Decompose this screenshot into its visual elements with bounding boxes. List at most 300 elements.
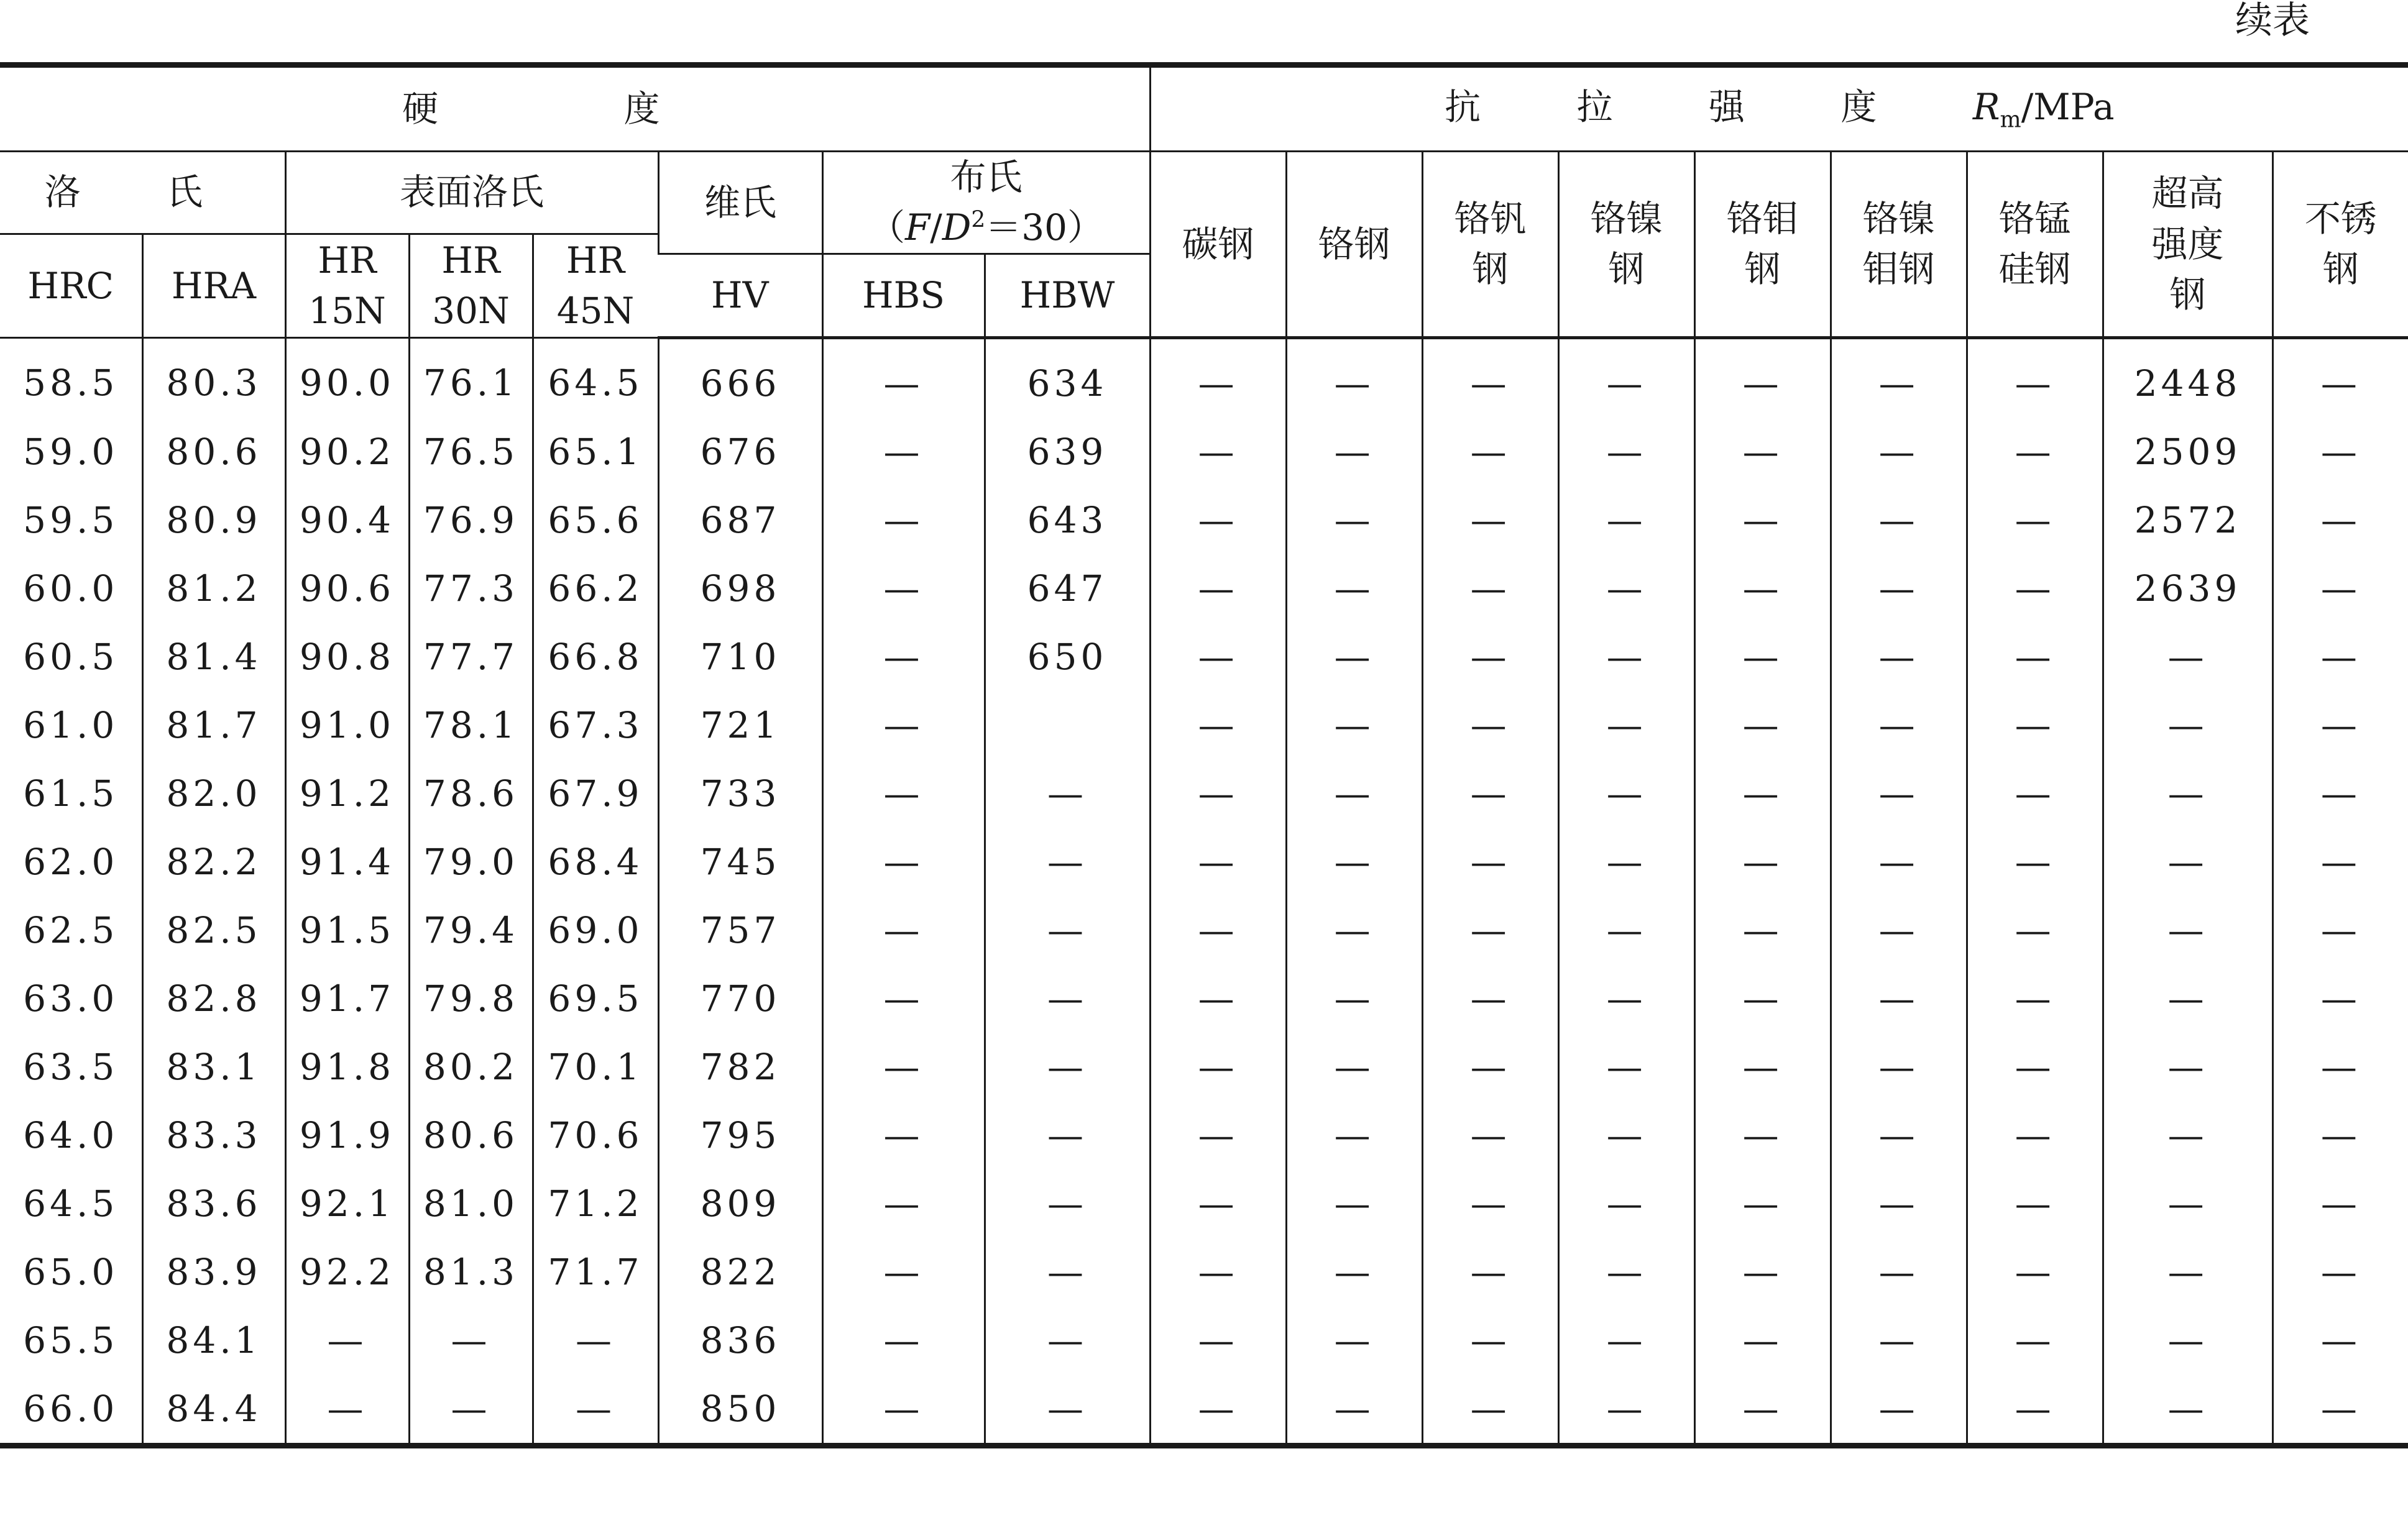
table-cell: 62.5 <box>0 896 142 964</box>
table-cell: 809 <box>658 1169 822 1238</box>
table-cell: — <box>1286 691 1422 759</box>
table-cell: — <box>985 1375 1150 1446</box>
table-cell: — <box>1286 1238 1422 1306</box>
table-row <box>0 486 2408 554</box>
table-cell: 65.0 <box>0 1238 142 1306</box>
table-cell: 78.1 <box>409 691 533 759</box>
table-cell: 2639 <box>2103 554 2272 623</box>
table-cell: — <box>985 1238 1150 1306</box>
table-cell: — <box>1286 554 1422 623</box>
table-cell: 77.7 <box>409 623 533 691</box>
table-cell: — <box>2272 691 2408 759</box>
table-cell: 81.7 <box>142 691 285 759</box>
table-cell: — <box>1694 418 1831 486</box>
hr45n-header: HR 45N <box>533 234 658 338</box>
table-cell: — <box>1558 828 1694 896</box>
table-cell: 721 <box>658 691 822 759</box>
steel-header-cr-ni: 铬镍 钢 <box>1558 152 1694 338</box>
table-cell: — <box>1831 418 1967 486</box>
table-cell: 639 <box>985 418 1150 486</box>
table-cell: 71.7 <box>533 1238 658 1306</box>
table-cell: 68.4 <box>533 828 658 896</box>
table-cell: — <box>1150 1169 1286 1238</box>
hra-header: HRA <box>142 234 285 338</box>
table-cell: 64.5 <box>0 1169 142 1238</box>
continued-label: 续表 <box>2235 0 2310 42</box>
table-cell: 66.8 <box>533 623 658 691</box>
table-cell: — <box>1558 1101 1694 1169</box>
table-cell: 66.0 <box>0 1375 142 1446</box>
table-cell: — <box>1831 1033 1967 1101</box>
hardness-group-header: 硬 度 <box>0 65 1150 152</box>
table-row <box>0 828 2408 896</box>
table-cell: — <box>1558 623 1694 691</box>
table-cell: — <box>1831 1169 1967 1238</box>
table-row <box>0 896 2408 964</box>
table-cell: 91.7 <box>285 964 409 1033</box>
steel-header-cr-ni-mo: 铬镍 钼钢 <box>1831 152 1967 338</box>
table-cell: — <box>2272 418 2408 486</box>
table-cell: 2572 <box>2103 486 2272 554</box>
steel-header-cr-mn-si: 铬锰 硅钢 <box>1967 152 2103 338</box>
table-cell: — <box>1558 418 1694 486</box>
hr30n-header: HR 30N <box>409 234 533 338</box>
table-cell: 634 <box>985 338 1150 418</box>
table-cell: 83.1 <box>142 1033 285 1101</box>
table-cell: — <box>1694 1033 1831 1101</box>
table-cell <box>985 691 1150 759</box>
table-cell: 836 <box>658 1306 822 1375</box>
table-cell: — <box>1286 828 1422 896</box>
table-cell: 687 <box>658 486 822 554</box>
table-cell: — <box>1150 896 1286 964</box>
hbs-header: HBS <box>822 254 985 338</box>
table-cell: — <box>1558 759 1694 828</box>
table-cell: — <box>2103 964 2272 1033</box>
table-cell: 91.5 <box>285 896 409 964</box>
table-cell: 67.3 <box>533 691 658 759</box>
table-cell: 60.0 <box>0 554 142 623</box>
table-cell: — <box>1831 338 1967 418</box>
steel-header-carbon: 碳钢 <box>1150 152 1286 338</box>
table-cell: — <box>1558 1306 1694 1375</box>
steel-header-chromium: 铬钢 <box>1286 152 1422 338</box>
table-row <box>0 1033 2408 1101</box>
table-cell: — <box>2272 1306 2408 1375</box>
steel-header-stainless: 不锈 钢 <box>2272 152 2408 338</box>
table-cell: — <box>822 418 985 486</box>
table-cell: 91.9 <box>285 1101 409 1169</box>
table-cell: 90.8 <box>285 623 409 691</box>
table-cell: — <box>1150 964 1286 1033</box>
table-cell: 65.5 <box>0 1306 142 1375</box>
table-cell: — <box>409 1306 533 1375</box>
table-cell: — <box>1831 759 1967 828</box>
table-cell: — <box>985 1306 1150 1375</box>
table-cell: — <box>985 759 1150 828</box>
table-cell: 81.3 <box>409 1238 533 1306</box>
table-cell: — <box>409 1375 533 1446</box>
table-row <box>0 1169 2408 1238</box>
table-cell: 83.9 <box>142 1238 285 1306</box>
table-cell: 733 <box>658 759 822 828</box>
table-cell: 91.2 <box>285 759 409 828</box>
table-cell: 58.5 <box>0 338 142 418</box>
table-cell: — <box>1831 1101 1967 1169</box>
table-cell: — <box>2272 896 2408 964</box>
table-cell: 79.4 <box>409 896 533 964</box>
table-cell: — <box>2272 1375 2408 1446</box>
table-cell: — <box>1831 623 1967 691</box>
table-cell: — <box>1831 554 1967 623</box>
table-cell: — <box>1286 418 1422 486</box>
table-cell: — <box>1558 691 1694 759</box>
table-cell: 63.5 <box>0 1033 142 1101</box>
table-cell: 59.5 <box>0 486 142 554</box>
table-row <box>0 338 2408 418</box>
table-cell: — <box>822 1033 985 1101</box>
table-cell: 81.4 <box>142 623 285 691</box>
table-cell: — <box>1150 1375 1286 1446</box>
table-cell: 79.0 <box>409 828 533 896</box>
table-cell: — <box>1286 896 1422 964</box>
table-cell: — <box>1150 691 1286 759</box>
table-cell: — <box>1694 1375 1831 1446</box>
table-cell: — <box>1831 1238 1967 1306</box>
table-cell: — <box>533 1306 658 1375</box>
table-row <box>0 1375 2408 1446</box>
table-cell: 69.5 <box>533 964 658 1033</box>
table-cell: — <box>1558 486 1694 554</box>
table-cell: — <box>1967 1375 2103 1446</box>
table-cell: — <box>1694 1238 1831 1306</box>
table-cell: — <box>1422 828 1558 896</box>
table-cell: — <box>1558 1375 1694 1446</box>
table-cell: 92.1 <box>285 1169 409 1238</box>
table-cell: 82.5 <box>142 896 285 964</box>
table-cell: — <box>1286 964 1422 1033</box>
table-cell: — <box>1694 1306 1831 1375</box>
table-cell: 91.0 <box>285 691 409 759</box>
table-cell: — <box>1286 338 1422 418</box>
table-cell: — <box>1422 896 1558 964</box>
table-cell: — <box>1694 623 1831 691</box>
table-row <box>0 418 2408 486</box>
table-cell: — <box>2272 486 2408 554</box>
table-cell: — <box>1831 1306 1967 1375</box>
table-body <box>0 338 2408 1446</box>
table-cell: 770 <box>658 964 822 1033</box>
table-header <box>0 65 2408 338</box>
hr15n-header: HR 15N <box>285 234 409 338</box>
table-cell: — <box>1422 418 1558 486</box>
table-cell: — <box>1694 828 1831 896</box>
table-cell: — <box>1967 759 2103 828</box>
table-cell: — <box>1558 1033 1694 1101</box>
table-cell: — <box>822 623 985 691</box>
table-cell: 90.0 <box>285 338 409 418</box>
table-cell: — <box>285 1375 409 1446</box>
table-cell: 80.9 <box>142 486 285 554</box>
table-cell: — <box>985 1101 1150 1169</box>
table-cell: 59.0 <box>0 418 142 486</box>
table-cell: 62.0 <box>0 828 142 896</box>
table-cell: 76.1 <box>409 338 533 418</box>
table-cell: — <box>1150 1238 1286 1306</box>
table-row <box>0 691 2408 759</box>
table-cell: 90.6 <box>285 554 409 623</box>
table-cell: 61.5 <box>0 759 142 828</box>
table-cell: 92.2 <box>285 1238 409 1306</box>
vickers-header: 维氏 <box>658 152 822 254</box>
table-cell: — <box>285 1306 409 1375</box>
table-cell: — <box>1150 1306 1286 1375</box>
table-cell: — <box>1967 486 2103 554</box>
table-cell: — <box>2272 1238 2408 1306</box>
table-cell: — <box>533 1375 658 1446</box>
table-cell: 650 <box>985 623 1150 691</box>
table-cell: 80.6 <box>142 418 285 486</box>
table-cell: — <box>1831 486 1967 554</box>
table-cell: — <box>1150 1101 1286 1169</box>
brinell-header: 布氏 $(F/D^2=30)$ <box>822 152 1150 254</box>
table-cell: 83.6 <box>142 1169 285 1238</box>
table-cell: — <box>1150 486 1286 554</box>
table-cell: — <box>1831 828 1967 896</box>
table-cell: — <box>2103 1169 2272 1238</box>
table-cell: — <box>822 1238 985 1306</box>
hv-header: HV <box>658 254 822 338</box>
table-cell: 710 <box>658 623 822 691</box>
table-cell: — <box>1694 486 1831 554</box>
table-cell: 90.4 <box>285 486 409 554</box>
table-row <box>0 623 2408 691</box>
table-cell: — <box>2272 1169 2408 1238</box>
table-cell: — <box>985 828 1150 896</box>
table-cell: 65.6 <box>533 486 658 554</box>
table-cell: — <box>1967 1169 2103 1238</box>
table-cell: — <box>1831 964 1967 1033</box>
table-cell: 647 <box>985 554 1150 623</box>
table-cell: 71.2 <box>533 1169 658 1238</box>
table-cell: — <box>1967 418 2103 486</box>
table-cell: 79.8 <box>409 964 533 1033</box>
table-cell: — <box>1286 486 1422 554</box>
table-cell: 676 <box>658 418 822 486</box>
table-cell: — <box>1967 1238 2103 1306</box>
table-cell: — <box>1422 759 1558 828</box>
table-row <box>0 554 2408 623</box>
steel-header-cr-v: 铬钒 钢 <box>1422 152 1558 338</box>
table-cell: — <box>1150 1033 1286 1101</box>
table-cell: 76.5 <box>409 418 533 486</box>
table-cell: — <box>1422 1101 1558 1169</box>
surface-rockwell-header: 表面洛氏 <box>285 152 658 234</box>
table-cell: — <box>985 1169 1150 1238</box>
table-cell: — <box>2272 554 2408 623</box>
table-cell: 83.3 <box>142 1101 285 1169</box>
table-cell: — <box>1558 896 1694 964</box>
table-cell: — <box>1558 338 1694 418</box>
table-cell: — <box>1831 691 1967 759</box>
table-cell: 66.2 <box>533 554 658 623</box>
table-cell: 60.5 <box>0 623 142 691</box>
table-cell: — <box>1422 691 1558 759</box>
table-cell: 745 <box>658 828 822 896</box>
table-cell: — <box>985 1033 1150 1101</box>
table-cell: — <box>1967 691 2103 759</box>
table-cell: 80.3 <box>142 338 285 418</box>
table-cell: — <box>2103 896 2272 964</box>
table-cell: 2509 <box>2103 418 2272 486</box>
table-cell: — <box>1422 1033 1558 1101</box>
table-cell: — <box>2272 338 2408 418</box>
table-cell: — <box>1422 1375 1558 1446</box>
table-cell: — <box>985 964 1150 1033</box>
table-cell: — <box>1422 1169 1558 1238</box>
table-cell: — <box>1286 1169 1422 1238</box>
table-cell: — <box>2103 828 2272 896</box>
table-cell: 666 <box>658 338 822 418</box>
table-cell: — <box>1558 964 1694 1033</box>
table-cell: — <box>1558 554 1694 623</box>
table-cell: — <box>1422 1306 1558 1375</box>
table-cell: 70.1 <box>533 1033 658 1101</box>
table-cell: — <box>1422 486 1558 554</box>
table-cell: — <box>1967 896 2103 964</box>
table-cell: — <box>1422 1238 1558 1306</box>
table-cell: — <box>822 691 985 759</box>
table-cell: — <box>822 1169 985 1238</box>
table-cell: — <box>2103 1238 2272 1306</box>
table-cell: 80.6 <box>409 1101 533 1169</box>
table-cell: — <box>1150 418 1286 486</box>
table-cell: 61.0 <box>0 691 142 759</box>
table-cell: — <box>2272 623 2408 691</box>
table-cell: — <box>822 1101 985 1169</box>
table-cell: — <box>1967 623 2103 691</box>
table-cell: 698 <box>658 554 822 623</box>
table-cell: 77.3 <box>409 554 533 623</box>
table-cell: — <box>1422 964 1558 1033</box>
table-cell: — <box>1422 623 1558 691</box>
table-cell: — <box>2103 759 2272 828</box>
table-cell: — <box>2272 759 2408 828</box>
table-cell: — <box>2103 691 2272 759</box>
table-cell: 82.8 <box>142 964 285 1033</box>
table-cell: 795 <box>658 1101 822 1169</box>
steel-header-cr-mo: 铬钼 钢 <box>1694 152 1831 338</box>
table-cell: 80.2 <box>409 1033 533 1101</box>
table-cell: — <box>1967 1033 2103 1101</box>
table-cell: — <box>1150 623 1286 691</box>
table-cell: 65.1 <box>533 418 658 486</box>
table-cell: 91.8 <box>285 1033 409 1101</box>
table-cell: — <box>822 759 985 828</box>
table-cell: — <box>1150 828 1286 896</box>
table-cell: 64.5 <box>533 338 658 418</box>
table-cell: — <box>1831 896 1967 964</box>
table-cell: — <box>1150 554 1286 623</box>
table-cell: 822 <box>658 1238 822 1306</box>
table-cell: 67.9 <box>533 759 658 828</box>
table-cell: 82.0 <box>142 759 285 828</box>
table-cell: — <box>1150 759 1286 828</box>
table-cell: — <box>2103 1375 2272 1446</box>
table-cell: 84.4 <box>142 1375 285 1446</box>
table-cell: — <box>1150 338 1286 418</box>
table-cell: 76.9 <box>409 486 533 554</box>
table-cell: 757 <box>658 896 822 964</box>
rockwell-header: 洛 氏 <box>0 152 285 234</box>
table-cell: — <box>1694 691 1831 759</box>
table-cell: — <box>1694 964 1831 1033</box>
table-cell: — <box>2103 1101 2272 1169</box>
tensile-group-header: 抗 拉 强 度 $R_m$/MPa <box>1150 65 2408 152</box>
table-cell: 782 <box>658 1033 822 1101</box>
table-row <box>0 1238 2408 1306</box>
table-cell: 850 <box>658 1375 822 1446</box>
table-cell: 90.2 <box>285 418 409 486</box>
hardness-conversion-table <box>0 62 2408 1448</box>
table-cell: — <box>822 828 985 896</box>
table-row <box>0 759 2408 828</box>
table-cell: — <box>1286 1101 1422 1169</box>
table-cell: — <box>2103 623 2272 691</box>
table-cell: — <box>822 964 985 1033</box>
hbw-header: HBW <box>985 254 1150 338</box>
table-cell: — <box>2272 828 2408 896</box>
table-cell: — <box>1967 964 2103 1033</box>
table-cell: — <box>1967 554 2103 623</box>
table-cell: 69.0 <box>533 896 658 964</box>
table-cell: 2448 <box>2103 338 2272 418</box>
table-cell: — <box>822 486 985 554</box>
table-cell: — <box>1967 1306 2103 1375</box>
table-cell: 81.2 <box>142 554 285 623</box>
table-cell: — <box>2103 1306 2272 1375</box>
table-cell: — <box>1967 828 2103 896</box>
table-cell: 643 <box>985 486 1150 554</box>
table-cell: — <box>1286 1306 1422 1375</box>
table-cell: — <box>1694 759 1831 828</box>
table-cell: — <box>1694 1101 1831 1169</box>
table-cell: — <box>2272 1033 2408 1101</box>
table-cell: 91.4 <box>285 828 409 896</box>
table-cell: 82.2 <box>142 828 285 896</box>
table-cell: — <box>2272 964 2408 1033</box>
table-cell: — <box>1694 896 1831 964</box>
table-cell: — <box>822 1375 985 1446</box>
table-cell: — <box>822 554 985 623</box>
table-cell: 78.6 <box>409 759 533 828</box>
table-cell: — <box>822 896 985 964</box>
table-cell: — <box>1286 1033 1422 1101</box>
table-row <box>0 1101 2408 1169</box>
table-cell: — <box>1422 338 1558 418</box>
hrc-header: HRC <box>0 234 142 338</box>
table-cell: — <box>985 896 1150 964</box>
table-cell: — <box>1831 1375 1967 1446</box>
table-cell: — <box>1694 554 1831 623</box>
table-cell: — <box>1558 1238 1694 1306</box>
table-row <box>0 964 2408 1033</box>
table-cell: 64.0 <box>0 1101 142 1169</box>
table-cell: — <box>1286 623 1422 691</box>
table-cell: 81.0 <box>409 1169 533 1238</box>
table-cell: — <box>2272 1101 2408 1169</box>
table-cell: — <box>1967 338 2103 418</box>
